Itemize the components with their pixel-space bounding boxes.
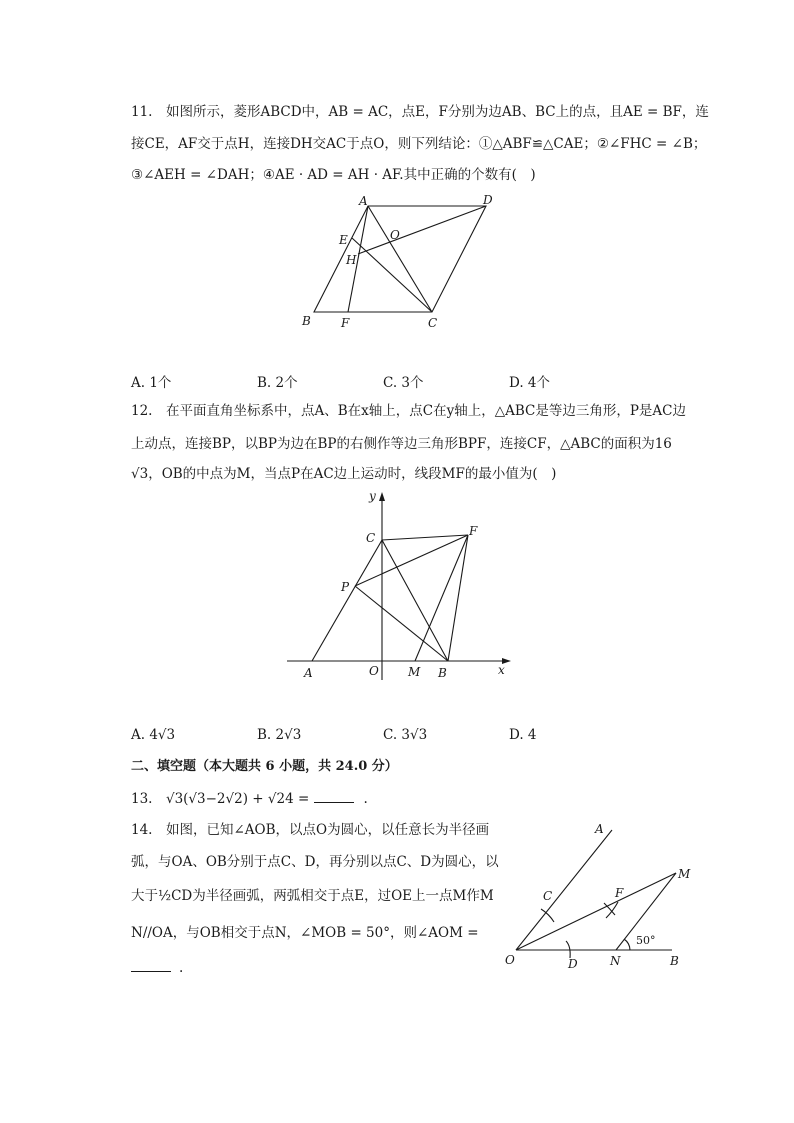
label-H: H [346, 253, 357, 267]
q13-end: . [363, 791, 368, 807]
label-A: A [359, 194, 368, 208]
label-D: D [483, 193, 493, 207]
label-B: B [302, 314, 311, 328]
segment-FB [448, 535, 468, 661]
q14-line5 [131, 957, 183, 978]
q12-option-b: B. 2√3 [257, 727, 302, 743]
q14-angle-figure [500, 820, 700, 972]
ray-OA [516, 830, 612, 950]
segment-AC [312, 540, 382, 661]
y-axis-arrow [379, 492, 385, 501]
label-B: B [670, 954, 679, 968]
label-M: M [678, 867, 691, 881]
q14-end: . [179, 960, 184, 976]
q12-option-c: C. 3√3 [383, 727, 428, 743]
label-B: B [438, 666, 447, 680]
label-y: y [369, 489, 376, 503]
label-F: F [469, 524, 478, 538]
q12-line2: 上动点，连接BP，以BP为边在BP的右侧作等边三角形BPF，连接CF，△ABC的面积为16 [131, 436, 672, 452]
label-O: O [505, 953, 515, 967]
section-fill-in-heading: 二、填空题（本大题共 6 小题，共 24.0 分） [131, 759, 398, 774]
label-M: M [408, 665, 421, 679]
label-O: O [369, 664, 379, 678]
q12-coordinate-figure [280, 485, 520, 685]
q11-option-a: A. 1个 [131, 375, 172, 391]
q12-option-a: A. 4√3 [131, 727, 176, 743]
label-F: F [615, 886, 624, 900]
label-A: A [304, 666, 313, 680]
label-x: x [498, 663, 505, 677]
q11-option-c: C. 3个 [383, 375, 424, 391]
segment-FM [415, 535, 468, 661]
label-N: N [610, 954, 621, 968]
q14-answer-blank [131, 957, 171, 972]
label-O: O [390, 228, 400, 242]
q14-line2: 弧，与OA、OB分别于点C、D，再分别以点C、D为圆心，以 [131, 854, 499, 870]
label-E: E [339, 233, 348, 247]
q14-line3: 大于½CD为半径画弧，两弧相交于点E，过OE上一点M作M [131, 888, 494, 904]
q11-line3: ③∠AEH = ∠DAH；④AE · AD = AH · AF.其中正确的个数有( ) [131, 167, 536, 183]
q12-line3: √3，OB的中点为M，当点P在AC边上运动时，线段MF的最小值为( ) [131, 466, 557, 482]
q11-option-d: D. 4个 [509, 375, 551, 391]
label-A: A [595, 822, 604, 836]
q11-option-b: B. 2个 [257, 375, 298, 391]
label-C: C [366, 531, 376, 545]
q13-line [131, 788, 368, 809]
q14-line1: 14. 如图，已知∠AOB，以点O为圆心，以任意长为半径画 [131, 822, 490, 838]
q11-rhombus-figure [290, 190, 510, 335]
q11-line2: 接CE，AF交于点H，连接DH交AC于点O，则下列结论：①△ABF≌△CAE；②∠FHC = ∠B； [131, 136, 707, 152]
q13-answer-blank [314, 788, 354, 803]
q12-line1: 12. 在平面直角坐标系中，点A、B在x轴上，点C在y轴上，△ABC是等边三角形，P是AC边 [131, 403, 687, 419]
label-F: F [341, 316, 350, 330]
segment-DH [358, 206, 486, 254]
segment-CB [382, 540, 448, 661]
q12-option-d: D. 4 [509, 727, 537, 743]
label-C: C [543, 889, 553, 903]
q13-expression: 13. √3(√3−2√2) + √24 = [131, 791, 314, 807]
label-P: P [341, 580, 350, 594]
segment-PB [355, 586, 448, 661]
label-C: C [428, 316, 438, 330]
label-D: D [568, 957, 578, 971]
segment-CF [382, 535, 468, 540]
segment-CE [352, 238, 432, 312]
diagonal-AC [368, 206, 432, 312]
q14-line4: N//OA，与OB相交于点N，∠MOB = 50°，则∠AOM = [131, 925, 479, 941]
angle-arc-N [624, 939, 630, 950]
q11-line1: 11. 如图所示，菱形ABCD中，AB = AC，点E，F分别为边AB、BC上的点，且AE = BF，连 [131, 104, 709, 120]
label-angle-50: 50° [636, 934, 656, 947]
